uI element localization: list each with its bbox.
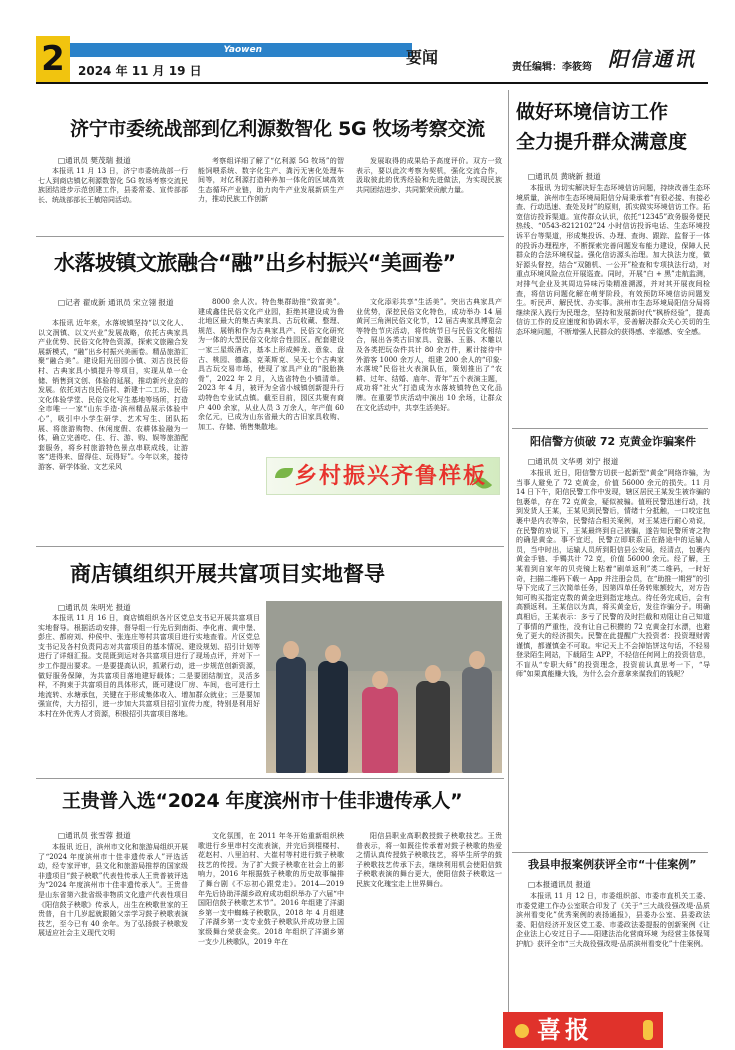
article4-col1-text: 本报讯 近日，滨州市文化和旅游局组织开展了“2024 年度滨州市十佳非遗传承人”评选活动，经专家评审，县文化和旅游局推荐的国家级非遗项目“鼓子秧歌”代表性传承人王贵普被评选为“2024 年度滨州市十佳非遗传承人”。王贵普是山东省第六批省级非物质文化遗产代表性项目《阳信鼓子秧歌》传承人，出生在秧歌世家的王贵普，自十几岁起就跟随父亲学习鼓子秧歌表演技艺，至今已有 40 余年。为了弘扬鼓子秧歌发展适应社会主义现代文明 [38, 843, 188, 938]
right2-headline: 阳信警方侦破 72 克黄金诈骗案件 [530, 435, 696, 448]
article2-col1-text: 本报讯 近年来，水落坡镇坚持“以文化人、以文润镇、以文兴业”发展战略，依托古典家具产业优势、民俗文化特色资源，探索文旅融合发展新模式，“融”出乡村振兴美画卷。精品旅游汇聚“融合美”。建设阳光田园小镇、刘古良民俗村、古典家具小镇提升等项目，实现从单一仓储、销售到文创、体验的延展，推动新兴业态的发展。依托刘古良民俗村、新建十二工坊、民俗文化体验学堂、民俗文化写生基地等场所，打造全市唯一一家“山东手造·滨州精品展示体验中心”，吸引中小学生研学、艺术写生、团队拓展、将旅游购物、休闲度假、农耕体验融为一体，确立完善吃、住、行、游、购、娱等旅游配套服务，将乡村旅游特色景点串联成线，让游客“进得来、留得住、玩得好”。今年以来，接待游客、研学体验、文艺采风 [38, 319, 188, 471]
right1-body [516, 184, 710, 424]
article1-col3-text: 发展取得的成果给予高度评价。双方一致表示，要以此次考察为契机，强化交流合作，汲取彼此的优秀经验和先进做法，为实现民族共同团结进步、共同繁荣贡献力量。 [356, 157, 502, 194]
right2-body [516, 469, 710, 847]
article1-col2 [198, 157, 344, 231]
article4-col2 [198, 832, 344, 1043]
article1-headline: 济宁市委统战部到亿利源数智化 5G 牧场考察交流 [70, 118, 485, 140]
stamp-text: 喜报 [537, 1016, 593, 1044]
right3-headline: 我县申报案例获评全市“十佳案例” [528, 858, 697, 871]
masthead-color-bar [70, 43, 412, 57]
right3-body-text: 本报讯 11 月 12 日，市委组织部、市委市直机关工委、市委党建工作办公室联合印发了《关于“三大战役强改堤·品质滨州看变化”优秀案例的表扬通报》，县委办公室、县委政法委、阳信经济开发区党工委、市委政法委提报的创新案例《让企业法上心安过日子——阳建法治化营商环境 为经营主体保驾护航》获评全市“三大战役强改堤·品质滨州看变化”十佳案例。 [516, 892, 710, 948]
article1-byline: □通讯员 樊茂瑞 报道 [58, 156, 131, 165]
article4-byline: □通讯员 张雪蓉 报道 [58, 831, 131, 840]
article1-col1 [38, 167, 188, 231]
banner-text: 乡村振兴齐鲁样板 [295, 464, 488, 489]
right1-byline: □通讯员 黄晓新 报道 [528, 172, 601, 181]
article2-col1 [38, 319, 188, 541]
rural-revitalization-banner [266, 457, 500, 495]
right1-divider [512, 428, 708, 429]
issue-date: 2024 年 11 月 19 日 [78, 64, 202, 78]
article1-col2-text: 考察组详细了解了“亿利源 5G 牧场”的智能饲喂系统、数字化生产、粪污无害化处理车间等，对亿利源打造种养加一体化的区域高效生态循环产业链，助力肉牛产业发展新质生产力，推动民族工作创新 [198, 157, 344, 204]
article2-byline: □记者 翟成新 通讯员 宋立翎 报道 [58, 298, 174, 307]
page-number: 2 [36, 36, 70, 82]
article1-col1-text: 本报讯 11 月 13 日，济宁市委统战部一行七人到商店镇亿利源数智化 5G 牧场考察交流民族团结进步示范创建工作，县委常委、宣传部部长、统战部部长王敏陪同活动。 [38, 167, 188, 204]
article2-col2 [198, 298, 344, 452]
right1-body-text: 本报讯 为切实解决好生态环境信访问题，持续改善生态环境质量，滨州市生态环境局阳信分局秉承着“有很必接、有接必查、行动迅速、查处及时”的原则，抓实做实环境信访工作。拓宽信访投诉渠道。宣传群众认识，依托“12345”政务服务便民热线、“0543-8212102”24 小时信访投诉电话、生态环境投诉平台等渠道，形成集投诉、办理、查询、跟踪、监督于一体的投诉办理程序，不断探索完善问题发布能力建设，保障人民群众的合法环境权益。强化信访源头治理。加大执法力度，做好源头督控，结合“双随机、一公开”检查和专项执法行动，对重点环境风险点位开展巡查。同时，开展“白 + 黑”走航监测，对排气企业及其周边异味污染精准溯源，并对其开展夜间检查，将信访问题化解在萌芽阶段，有效预防环境信访问题发生。听民声、解民忧、办实事。滨州市生态环境局阳信分局将继续深入践行为民理念，坚持和发展新时代“枫桥经验”，提高信访工作的反应速度和协调水平，妥善解决群众关心关切的生态环境问题，不断增强人民群众的获得感、幸福感、安全感。 [516, 184, 710, 336]
right2-divider [512, 852, 708, 853]
article2-headline: 水落坡镇文旅融合“融”出乡村振兴“美画卷” [54, 251, 456, 275]
firecracker-icon [643, 1020, 653, 1040]
section-title: 要闻 [406, 48, 439, 67]
article2-divider [36, 546, 504, 547]
right3-body [516, 892, 710, 1006]
article4-col1 [38, 843, 188, 1043]
article3-byline: □通讯员 朱明光 报道 [58, 603, 131, 612]
article2-col3-text: 文化添彩共享“生活美”。突出古典家具产业优势，深挖民俗文化特色，成功举办 14 届黄河三角洲民俗文化节，12 届古典家具博览会等特色节庆活动，将传统节日与民俗文化相结合，展出各类古旧家具、瓷器、玉器、木雕以及各类把玩杂件共计 80 余万件，累计接待中外游客 1000 余万人，组建 200 余人的“印象·水落坡”民俗社火表演队伍，策划推出了“农耕、过年、结婚、庙年、青年”五个表演主题，成功将“社火”打造成为水落坡镇特色文化品牌。在重要节庆活动中演出 10 余场，让群众在文化活动中，共享生活美好。 [356, 298, 502, 412]
article2-col2-text: 8000 余人次。特色集群助推“致富美”。建成鑫佳民俗文化产业园，拒绝其建设成为鲁北地区最大的集古典家具、古玩收藏、整理、规范、展销和作为古典家具产、民俗文化研究为一体的大型民俗文化综合性园区。配套建设一家三星级酒店，基本上形成鲜龙、意象、盘古、桃园、德鑫、克莱斯克、吴天七个古典家具古玩交易市场，使现了家具产业的“脱胎换骨”，2022 年 2 月，入选省特色小镇清单。2023 年 4 月，被评为全省小城镇创新提升行动特色专业试点镇。截至目前，园区共聚有商户 400 余家，从业人员 3 万余人，年产值 60 余亿元，已成为山东省最大的古旧家具收购、加工、存储、销售集散地。 [198, 298, 344, 431]
right1-headline-line2: 全力提升群众满意度 [516, 131, 688, 153]
right2-body-text: 本报讯 近日，阳信警方切获一起新型“黄金”网络诈骗，为当事人避免了 72 克黄金，价值 56000 余元的损失。11 月 14 日下午，阳信民警工作中发现，辖区居民王某发生被诈骗的包裹单，存在 72 克黄金，疑似被骗。值班民警迅速行动，找到发货人王某，王某见到民警后，情绪十分抵触，一口咬定包裹中是内衣等杂，民警结合相关案例，对王某进行耐心劝说，在民警的劝说下，王某最终到自己被骗，遂告知民警所寄之物的确是黄金。事不宜迟，民警立即联系正在路途中的运输人员，当中时出，运输人员所到阳信县公安局，经清点，包裹内黄金手链、手镯共计 72 克，价值 56000 余元。经了解，王某看到自家年的贝壳镜上粘着“刷单返利”类二维码，一时好奇，扫描二维码下载一 App 并注册会员，在“助推一期营”的引导下完成了三次简单任务，因第四单任务转账额较大，对方告知可购买指定克数的黄金进到指定地点。待任务完成后，会有高额返利。王某信以为真，将买黄金后，发往诈骗分子。明确真相后，王某表示：多亏了民警的及时拦截和劝阻让自己知道了事情的严重性，没有让自己积攒的 72 克黄金打水漂，也避免了更大的经济损失。民警在此提醒广大投资者：投资理财需谨慎，都谨慎金不可取。牢记天上不会掉馅饼这句话，不轻易登录陌生网站，下载陌生 APP，不轻信任何网上的投资信息，不盲从“专职大师”的投资理念，投资前认真思考一下，“导师”如果真能赚大钱，为什么会介意拿来谋我们的钱呢？ [516, 469, 710, 679]
article4-col2-text: 文化氛围，在 2011 年冬开始重新组织秧歌进行乡里串村交流表演，并完后到棍楼村、花赵村、八里泊村、大崔村等村进行鼓子秧歌技艺的传授。为了扩大鼓子秧歌在社会上的影响力，2016 年根据鼓子秧歌的历史故事编排了舞台剧《不忘初心跟党走》。2014—2019 年先后协助洋湖乡政府成功组织举办了六届“中国阳信鼓子秧歌艺术节”。2016 年组建了洋湖乡第一支中蜘蛛子秧歌队，2018 年 4 月组建了洋湖乡第一支专业鼓子秧歌队并成功登上国家级舞台荣获金奖。2018 年组织了洋湖乡第一支少儿秧歌队，2019 年在 [198, 832, 344, 946]
article3-divider [36, 778, 504, 779]
section-en-label: Yaowen [223, 45, 262, 55]
article3-headline: 商店镇组织开展共富项目实地督导 [70, 562, 385, 586]
paper-logo: 阳信通讯 [608, 47, 696, 71]
right3-byline: □本报通讯员 报道 [528, 880, 591, 889]
article3-col1-text: 本报讯 11 月 16 日，商店镇组织各片区党总支书记开展共富项目实地督导。根据活动安排，督导组一行先后到南街、李化甫、黄中堡、彭庄、都府刘、仲侯中、张连庄等村共富项目进行实地查看。片区党总支书记及各村负责同志对共富项目的基本情况、建设规划、招引计划等进行了详细汇报。支昆既到运对各共富项目进行了现场点评，并对下一步工作提出要求。一是要提高认识，抓紧行动，进一步规范创新资源，做好服务保障，为共富项目落地建好载体；二是要团结制宜，灵活多样，不拘束于共富项目的具体形式，既可建设厂房、车间，也可进行土地流转、水塘承包，关键在于形成集体收入、增加群众就业；三是要加强宣传，大力招引，进一步加大共富项目招引宣传力度，特别是利用好本村在外优秀人才资源，积极招引共富项目落地。 [38, 614, 260, 718]
article2-col3 [356, 298, 502, 452]
column-divider [508, 90, 509, 1045]
article1-divider [36, 236, 504, 237]
lantern-icon [515, 1024, 529, 1038]
article3-col1 [38, 614, 260, 774]
article4-headline: 王贵普入选“2024 年度滨州市十佳非遗传承人” [62, 790, 463, 812]
inspection-photo [266, 601, 502, 773]
editor-credit: 责任编辑：李筱筠 [512, 62, 592, 73]
right1-headline-line1: 做好环境信访工作 [516, 101, 669, 123]
masthead-rule [36, 82, 708, 84]
leaf-icon [275, 468, 293, 478]
right2-byline: □通讯员 文华勇 刘宁 报道 [528, 457, 619, 466]
article4-col3 [356, 832, 502, 924]
article4-col3-text: 阳信县职业高职教授鼓子秧歌技艺。王贵普表示，将一如既往传承着对鼓子秧歌的热爱之情认真传授鼓子秧歌技艺，将毕生所学的鼓子秧歌技艺传承下去，继续利用机会使阳信鼓子秧歌表演的舞台更大，使阳信鼓子秧歌这一民族文化瑰宝走上世界舞台。 [356, 832, 502, 888]
good-news-stamp [503, 1012, 663, 1048]
article1-col3 [356, 157, 502, 231]
